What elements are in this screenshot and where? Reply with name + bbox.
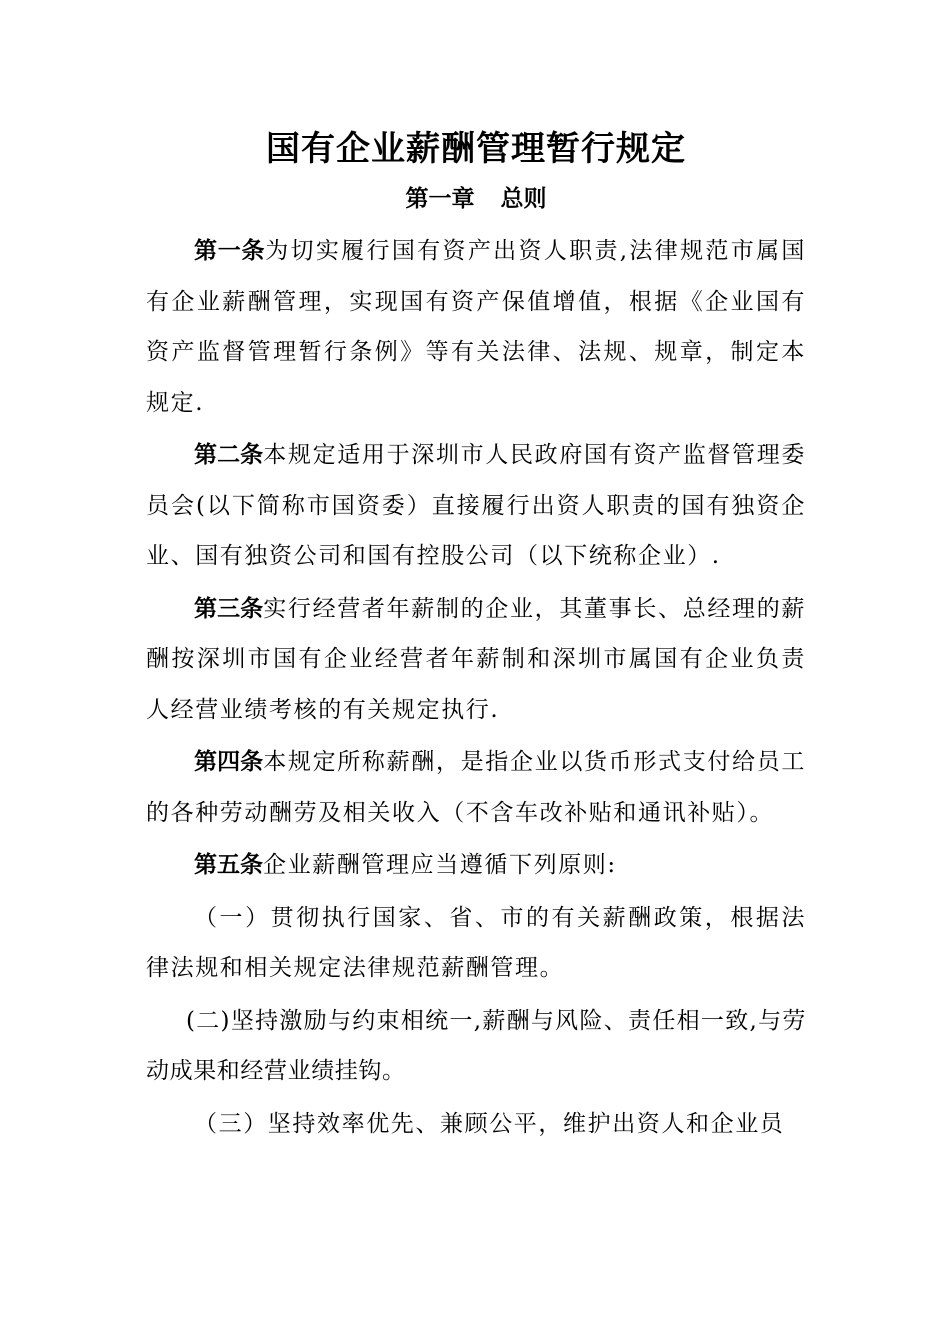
principle-item-3: （三）坚持效率优先、兼顾公平，维护出资人和企业员 bbox=[194, 1110, 785, 1137]
document-page bbox=[146, 118, 806, 1151]
article-text: 为切实履行国有资产出资人职责,法律规范市属国有企业薪酬管理，实现国有资产保值增值，根据《企业国有资产监督管理暂行条例》等有关法律、法规、规章，制定本规定. bbox=[146, 238, 806, 416]
principle-item-1: （一）贯彻执行国家、省、市的有关薪酬政策，根据法律法规和相关规定法律规范薪酬管理。 bbox=[146, 904, 806, 981]
article-5 bbox=[146, 840, 806, 891]
chapter-heading bbox=[146, 180, 806, 218]
article-2 bbox=[146, 430, 806, 582]
chapter-name: 总则 bbox=[500, 186, 547, 212]
article-text: 实行经营者年薪制的企业，其董事长、总经理的薪酬按深圳市国有企业经营者年薪制和深圳市属国有企业负责人经营业绩考核的有关规定执行. bbox=[146, 595, 807, 723]
article-4 bbox=[146, 737, 806, 838]
article-1 bbox=[146, 226, 806, 428]
article-label: 第四条 bbox=[194, 749, 264, 775]
article-3 bbox=[146, 584, 806, 736]
document-title: 国有企业薪酬管理暂行规定 bbox=[266, 129, 686, 169]
article-label: 第三条 bbox=[194, 595, 264, 622]
chapter-number: 第一章 bbox=[405, 186, 475, 212]
article-label: 第二条 bbox=[194, 442, 264, 468]
article-label: 第一条 bbox=[194, 238, 266, 264]
principle-item-2: (二)坚持激励与约束相统一,薪酬与风险、责任相一致,与劳动成果和经营业绩挂钩。 bbox=[146, 1007, 806, 1084]
article-text: 企业薪酬管理应当遵循下列原则: bbox=[263, 852, 617, 878]
article-text: 本规定适用于深圳市人民政府国有资产监督管理委员会(以下简称市国资委）直接履行出资人职责的国有独资企业、国有独资公司和国有控股公司（以下统称企业）. bbox=[146, 442, 807, 569]
article-text: 本规定所称薪酬，是指企业以货币形式支付给员工的各种劳动酬劳及相关收入（不含车改补贴和通讯补贴）。 bbox=[146, 749, 807, 826]
article-label: 第五条 bbox=[194, 852, 263, 878]
